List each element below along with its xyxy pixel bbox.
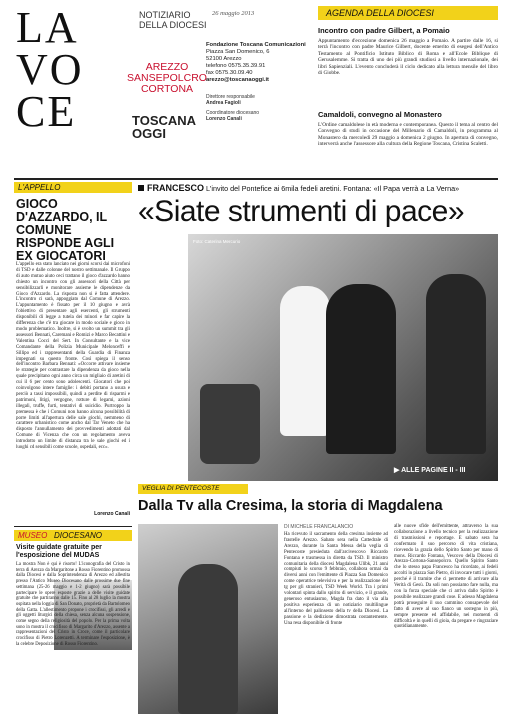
museo-tag [14, 530, 132, 541]
brand-line-1: TOSCANA [132, 113, 197, 128]
newsletter-title [139, 10, 207, 30]
museo-tag-label-a: MUSEO [18, 531, 48, 540]
museo-tag-label-b: DIOCESANO [54, 531, 103, 540]
issue-date: 26 maggio 2013 [212, 10, 255, 17]
publisher-address-2: 52100 Arezzo [206, 56, 242, 62]
francesco-section [138, 182, 498, 482]
francesco-headline: «Siate strumenti di pace» [138, 195, 465, 228]
magdalena-section [138, 484, 498, 718]
magdalena-body-col1: Ha ricevuto il sacramento della cresima insieme ad frastelle Arezzo. Sabato sera nella Cattedrale di Arezzo, durante la Santa Messa della veglia di Pentecoste presieduta dall'arcivescovo Riccardo Fontana e trasmessa in diretta da TSD. Il ministro comunitaria della diocesi Magdalena Ulibk, 21 anni compiuti lo scorso 9 febbraio, collabora ormai da diversi anni con l'emittente di Piazza San Domenico come operatrice televisiva e per la realizzazione del tg per gli stranieri, TSD Week World. Tra i primi volontari spinta dallo spirito di servizio, e il grande, generoso entusiasmo, Magda fra dato il via alla positiva esperienza di un notiziario multilingue all'interno del palinsesto della tv della Diocesi. La passione e la dedizione dimostrata costantemente. Una resa disponibile di fronte [284, 532, 388, 626]
agenda-header-label: AGENDA DELLA DIOCESI [326, 8, 434, 18]
appello-tag-label: L'APPELLO [18, 183, 61, 192]
publisher-fax: fax 0575.30.09.40 [206, 70, 253, 76]
francesco-deck: L'invito del Pontefice ai 6mila fedeli aretini. Fontana: «Il Papa verrà a La Verna» [206, 184, 460, 193]
publisher-title: Fondazione Toscana Comunicazioni [206, 42, 306, 48]
publisher-address-1: Piazza San Domenico, 6 [206, 49, 270, 55]
appello-headline: GIOCO D'AZZARDO, IL COMUNE RISPONDE AGLI EX GIOCATORI [16, 197, 115, 263]
agenda-item-1-body: Appuntamento d'eccezione domenica 26 maggio a Pomaio. A partire dalle 16, si terrà l'incontro con padre Maurice Gilbert, docente emerito di esegesi dell'Antico Testamento al Pontificio Istituto Biblico di Roma e all'Ecole Biblique di Gerusalemme. Si tratta di uno dei più grandi studiosi a livello internazionale, dei libri Sapienziali. L'evento concluderà il ciclo dedicato alla lettura mensile del libro di Giobbe. [318, 38, 498, 77]
francesco-square-icon [138, 185, 144, 191]
agenda-item-1-title: Incontro con padre Gilbert, a Pomaio [318, 26, 450, 35]
pope-photo [188, 234, 498, 481]
appello-tag [14, 182, 132, 193]
editor-label: Direttore responsabile [206, 94, 255, 100]
magdalena-tag [138, 484, 248, 494]
francesco-kicker: FRANCESCO [147, 183, 205, 193]
magdalena-figure [178, 564, 238, 714]
pages-label-text: ALLE PAGINE II - III [401, 467, 466, 474]
magdalena-tag-label: VEGLIA DI PENTECOSTE [142, 485, 220, 492]
pages-label [394, 466, 466, 474]
agenda-item-2-body: L'Ordine camaldolese in età moderna e contemporanea. Questo il tema al centro del Convegno di studi in occasione del Millenario di Camaldoli, in programma al Monastero da mercoledì 29 maggio a domenica 2 giugno. In apertura di convegno, interverrà anche l'assessore alla cultura della Regione Toscana, Cristina Scaletti. [318, 122, 498, 148]
publisher-info [206, 42, 316, 84]
museo-body: La mostra Non è qui è risorto! L'iconografia del Cristo in terra di Arezzo da Margaritone a Rosso Fiorentino promossa dalla Diocesi e dalla Soprintendenza di Arezzo ed allestita presso l'Antico Museo Diocesano dalle prossime due fine settimana (25-26 maggio e 1-2 giugno) sarà possibile partecipare le opere esposte grazie a delle visite guidate gratuite che partiranno dalle 15. Fino al 28 luglio la mostra ospitata nella loggia di San Donato, proprietà da Bartolomeo della Gatta. L'allestimento propone i crocifissi, gli arredi e gli oggetti liturgici della chiesa, senza alcuna sospensione, come segno della religiosità del popolo. Per la prima volta sono in mostra il crocifisso di Margarito d'Arezzo, assente a rappresentazioni del Cristo in Croce, come il particolare crocifisso di Pietro Lorenzetti. A terminare l'esposizione, è la celebre Deposizione di Rosso Fiorentino. [16, 562, 130, 647]
magdalena-byline: DI MICHELE FRANCALANCIO [284, 524, 354, 530]
publisher-phone: telefono 0575.35.39.91 [206, 63, 266, 69]
appello-body: L'appello era stato lanciato nei giorni scorsi dai microfoni di TSD e dalle colonne del nostro settimanale. Il Gruppo di auto mutuo aiuto ceci trattano il gioco d'azzardo hanno chiesto un incontro con gli assessori della Città per sensibilizzarli e monitorare assieme le dipendenze da Gioco d'Azzardo. La risposta non si è fatta attendere. L'incontro ci sarà, appoggiato dal Comune di Arezzo. L'appuntamento è fissato per il 10 giugno e avrà l'obiettivo di presentare agli esercenti, gli strumenti disponibili di legge a tutela dei minori e far capire la differenza che c'è tra giocare in modo sociale e gioco in modo problematico. Inoltre, si è svolto un summit tra gli assessori Bennati, Caremani e Romizi e Marco Becattini e Valentina Cocci del Sert. In Consultante e la vice Comandante della Polizia Municipale Melonceffi e Sillipo ed i rappresentanti della Guardia di Finanza impegnati su questo fronte. Così spiega il senso dell'incontro Barbara Bennati: «Occorre attivare insieme le strategie per contrastare la dipendenza da gioco nella quale precipitano ogni anno circa un migliaio di aretini di cui il 6 per cento sono adolescenti. Giocatori che poi coinvolgono intere famiglie: i debiti portano a usura e perciò a tassi impossibili, quindi a perdite di risparmi e patrimoni, litigi, vergogne, rotture di legami, azioni illegali, truffe, furti, tentativi di suicidio. Purtroppo la premessa è che i Comuni non hanno alcuna possibilità di porre limiti all'apertura delle sale giochi, nemmeno di carattere urbanistico come ancho dal Tar Veneto che ha disposto l'annullamento dei provvedimenti adottati dal Comune di Vicenza che con un regolamento aveva introdotto un limite di distanza tra le sale giochi ed i luoghi cd sensibili come scuole, ospedali, ecc». [16, 262, 130, 451]
publisher-email[interactable]: arezzo@toscanaoggi.it [206, 77, 269, 83]
diocese-cortona: CORTONA [140, 83, 194, 95]
bishop-figure [326, 284, 396, 454]
diocese-arezzo: AREZZO [145, 61, 189, 73]
agenda-header [318, 6, 498, 20]
masthead [14, 3, 314, 176]
magdalena-body-col2: alle nuove sfide dell'emittente, attraverso la sua collaborazione a livello tecnico per la realizzazione di trasmissioni e reportage. E sabato sera ha confermato il suo percorso di vita cristiana, ricevendo la grazia dello Spirito Santo per mano di mons. Riccardo Fontana, Vescovo della Diocesi di Arezzo-Cortona-Sansepolcro. Quello Spirito Santo che lo stesso papa Francesco ha ricordato, ai fedeli accolti in piazza San Pietro, di invocare tutti i giorni, perché è il tramite che ci permette di arrivare alla Verità di Gesù. Da soli non possiamo fare nulla, ma con la forza speciale che ci arriva dallo Spirito è possibile realizzare grandi cose. E adesso Magdalena potrà proseguire il suo cammino consapevole del fatto di avere al suo fianco un sostegno in più, sempre presente ed affidabile, nei momenti di difficoltà e in quelli di gioia, da pregare e ringraziare quotidianamente. [394, 524, 498, 630]
clergy-figure [426, 274, 486, 454]
agenda-item-2-title: Camaldoli, convegno al Monastero [318, 110, 442, 119]
museo-section [14, 530, 132, 718]
diocese-sansepolcro: SANSEPOLCRO [127, 72, 207, 84]
diocese-names [117, 62, 217, 95]
museo-title: Visite guidate gratuite per l'esposizione del MUDAS [16, 544, 102, 559]
newsletter-line-1: NOTIZIARIO [139, 10, 191, 20]
brand-line-2: OGGI [132, 126, 166, 141]
agenda-section [318, 6, 498, 174]
photo-credit: Foto: Caterina Mercurio [193, 239, 241, 244]
magdalena-headline: Dalla Tv alla Cresima, la storia di Magdalena [138, 498, 443, 514]
lower-divider [14, 526, 132, 527]
chair-shape [200, 384, 260, 464]
appello-section [14, 182, 132, 522]
pages-arrow-icon: ▶ [394, 467, 402, 474]
masthead-divider [14, 178, 498, 180]
newsletter-line-2: DELLA DIOCESI [139, 20, 207, 30]
francesco-deck-line [138, 182, 498, 194]
pope-figure [280, 286, 330, 436]
editor-name: Andrea Fagioli [206, 100, 241, 106]
appello-signature: Lorenzo Canali [94, 511, 130, 517]
brand-logo [132, 114, 196, 140]
magdalena-photo [138, 524, 278, 714]
masthead-letters-3: CE [16, 87, 77, 136]
masthead-letters-1: LA [16, 3, 79, 52]
coord-name: Lorenzo Canali [206, 116, 242, 122]
coord-label: Coordinatore diocesano [206, 110, 260, 116]
masthead-letters-2: VO [16, 45, 84, 94]
editorial-info [206, 94, 316, 122]
